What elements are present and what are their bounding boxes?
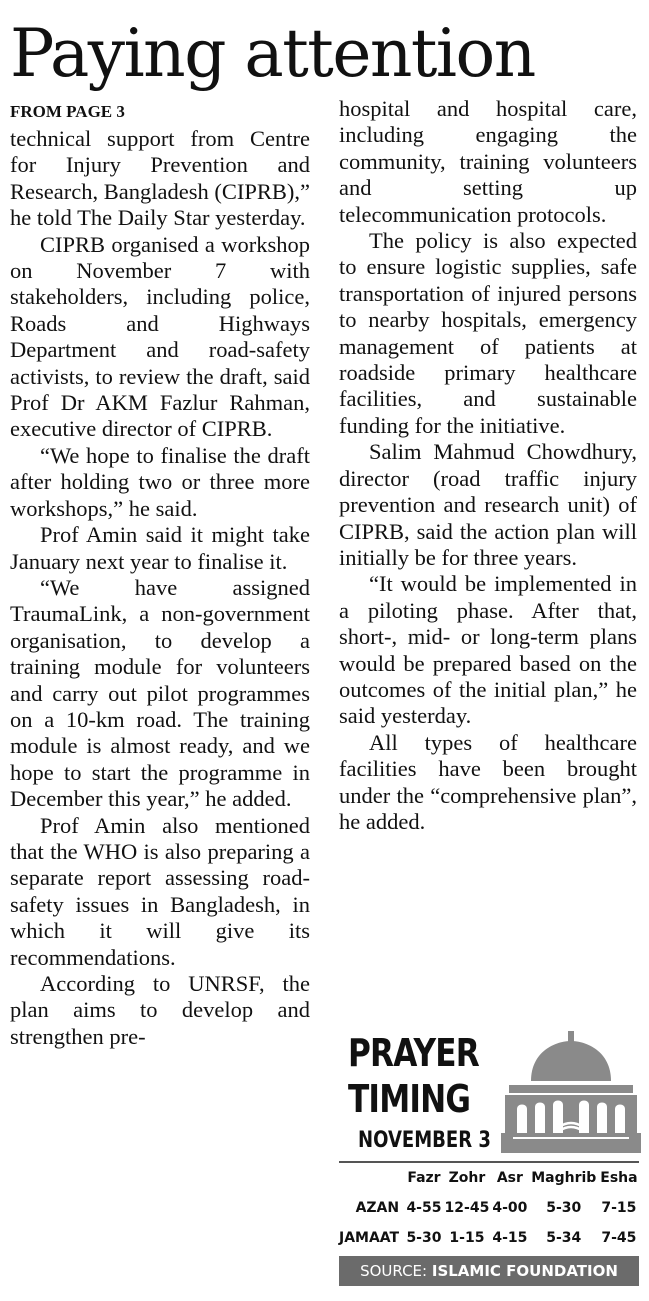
time-cell: 7-45 [601,1230,637,1246]
article-paragraph: The policy is also expected to ensure logistic supplies, safe transportation of injured persons to nearby hospitals, emergency management of patients at roadside primary healthcare facilities, and sustainable funding for the initiative. [339,228,637,438]
time-cell: 5-34 [546,1230,582,1246]
time-cell: 4-00 [492,1200,528,1216]
prayer-date: NOVEMBER 3 [358,1128,491,1153]
article-paragraph: According to UNRSF, the plan aims to develop and strengthen pre- [10,971,310,1049]
article-column-left [10,126,310,1050]
header-esha: Esha [600,1170,638,1186]
continuation-kicker: FROM PAGE 3 [10,102,125,121]
source-label: SOURCE: [360,1262,432,1280]
table-header-row [339,1162,639,1193]
article-paragraph: “It would be implemented in a piloting phase. After that, short-, mid- or long-term plans would be prepared based on the outcomes of the initial plan,” he said yesterday. [339,571,637,729]
prayer-title-line1: PRAYER [348,1031,479,1075]
article-paragraph: Prof Amin said it might take January next year to finalise it. [10,522,310,574]
header-asr: Asr [496,1170,523,1186]
mosque-icon [501,1029,641,1153]
time-cell: 7-15 [601,1200,637,1216]
time-cell: 4-55 [406,1200,442,1216]
prayer-timing-box [339,1025,639,1289]
article-paragraph: Prof Amin also mentioned that the WHO is also preparing a separate report assessing road-safety issues in Bangladesh, in which it will give its recommendations. [10,812,310,970]
time-cell: 12-45 [444,1200,490,1216]
article-paragraph: hospital and hospital care, including engaging the community, training volunteers and setting up telecommunication protocols. [339,96,637,227]
source-bar [339,1256,639,1286]
table-row [339,1223,639,1253]
row-label: JAMAAT [339,1230,400,1246]
time-cell: 4-15 [492,1230,528,1246]
article-paragraph: CIPRB organised a workshop on November 7 with stakeholders, including police, Roads and Highways Department and road-safety activists, to review the draft, said Prof Dr AKM Fazlur Rahman, executive director of CIPRB. [10,231,310,442]
header-maghrib: Maghrib [531,1170,597,1186]
article-paragraph: “We hope to finalise the draft after holding two or three more workshops,” he said. [10,442,310,521]
article-paragraph: technical support from Centre for Injury Prevention and Research, Bangladesh (CIPRB),” he told The Daily Star yesterday. [10,126,310,231]
header-fazr: Fazr [407,1170,441,1186]
article-column-right [339,96,637,835]
article-paragraph: All types of healthcare facilities have been brought under the “comprehensive plan”, he added. [339,729,637,834]
prayer-title-line2: TIMING [348,1077,471,1121]
time-cell: 5-30 [546,1200,582,1216]
prayer-times-table [339,1161,639,1253]
time-cell: 5-30 [406,1230,442,1246]
article-paragraph: “We have assigned TraumaLink, a non-government organisation, to develop a training module for volunteers and carry out pilot programmes on a 10-km road. The training module is almost ready, and we hope to start the programme in December this year,” he added. [10,574,310,812]
header-blank [339,1162,405,1193]
article-paragraph: Salim Mahmud Chowdhury, director (road traffic injury prevention and research unit) of CIPRB, said the action plan will initially be for three years. [339,439,637,570]
header-zohr: Zohr [448,1170,486,1186]
row-label: AZAN [355,1200,400,1216]
headline: Paying attention [10,15,535,92]
table-row [339,1193,639,1223]
time-cell: 1-15 [449,1230,485,1246]
source-name: ISLAMIC FOUNDATION [431,1262,618,1280]
